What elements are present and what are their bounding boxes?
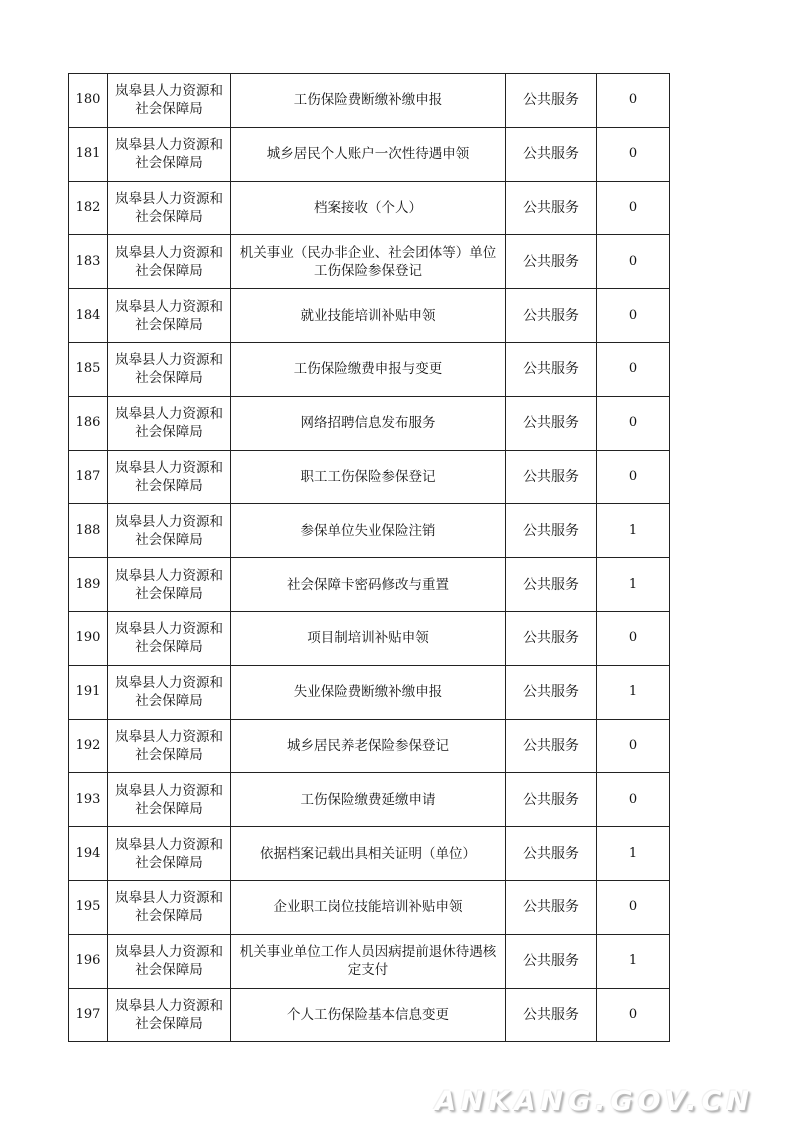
cell-service-type: 公共服务	[506, 665, 597, 719]
cell-service-item: 机关事业（民办非企业、社会团体等）单位工伤保险参保登记	[231, 235, 506, 289]
cell-service-item: 参保单位失业保险注销	[231, 504, 506, 558]
cell-service-item: 工伤保险缴费延缴申请	[231, 773, 506, 827]
cell-count: 0	[597, 342, 670, 396]
cell-department: 岚皋县人力资源和社会保障局	[108, 74, 231, 128]
cell-service-type: 公共服务	[506, 342, 597, 396]
cell-service-item: 城乡居民养老保险参保登记	[231, 719, 506, 773]
cell-department: 岚皋县人力资源和社会保障局	[108, 235, 231, 289]
cell-department: 岚皋县人力资源和社会保障局	[108, 558, 231, 612]
cell-department: 岚皋县人力资源和社会保障局	[108, 880, 231, 934]
table-row	[69, 827, 670, 881]
cell-service-item: 工伤保险缴费申报与变更	[231, 342, 506, 396]
cell-service-type: 公共服务	[506, 450, 597, 504]
cell-service-type: 公共服务	[506, 719, 597, 773]
service-table	[68, 73, 670, 1042]
cell-department: 岚皋县人力资源和社会保障局	[108, 342, 231, 396]
cell-count: 0	[597, 719, 670, 773]
cell-service-item: 档案接收（个人）	[231, 181, 506, 235]
cell-department: 岚皋县人力资源和社会保障局	[108, 450, 231, 504]
cell-number: 180	[69, 74, 108, 128]
cell-service-type: 公共服务	[506, 289, 597, 343]
table-row	[69, 396, 670, 450]
table-row	[69, 504, 670, 558]
cell-service-item: 城乡居民个人账户一次性待遇申领	[231, 127, 506, 181]
cell-service-item: 机关事业单位工作人员因病提前退休待遇核定支付	[231, 934, 506, 988]
table-row	[69, 719, 670, 773]
table-row	[69, 127, 670, 181]
cell-number: 181	[69, 127, 108, 181]
cell-count: 0	[597, 181, 670, 235]
table-row	[69, 611, 670, 665]
cell-service-item: 项目制培训补贴申领	[231, 611, 506, 665]
cell-number: 188	[69, 504, 108, 558]
cell-service-item: 职工工伤保险参保登记	[231, 450, 506, 504]
cell-department: 岚皋县人力资源和社会保障局	[108, 665, 231, 719]
cell-service-type: 公共服务	[506, 504, 597, 558]
cell-number: 186	[69, 396, 108, 450]
table-row	[69, 74, 670, 128]
cell-count: 1	[597, 504, 670, 558]
cell-count: 0	[597, 396, 670, 450]
cell-department: 岚皋县人力资源和社会保障局	[108, 181, 231, 235]
cell-count: 0	[597, 611, 670, 665]
cell-number: 196	[69, 934, 108, 988]
cell-number: 187	[69, 450, 108, 504]
cell-department: 岚皋县人力资源和社会保障局	[108, 773, 231, 827]
cell-count: 0	[597, 74, 670, 128]
table-row	[69, 181, 670, 235]
cell-service-type: 公共服务	[506, 181, 597, 235]
cell-count: 1	[597, 558, 670, 612]
cell-number: 189	[69, 558, 108, 612]
cell-service-type: 公共服务	[506, 611, 597, 665]
cell-service-type: 公共服务	[506, 558, 597, 612]
cell-number: 197	[69, 988, 108, 1042]
cell-department: 岚皋县人力资源和社会保障局	[108, 127, 231, 181]
cell-count: 0	[597, 450, 670, 504]
cell-number: 185	[69, 342, 108, 396]
cell-service-type: 公共服务	[506, 934, 597, 988]
cell-department: 岚皋县人力资源和社会保障局	[108, 934, 231, 988]
cell-number: 183	[69, 235, 108, 289]
cell-department: 岚皋县人力资源和社会保障局	[108, 719, 231, 773]
service-table-body	[69, 74, 670, 1042]
cell-count: 0	[597, 289, 670, 343]
table-row	[69, 450, 670, 504]
cell-service-type: 公共服务	[506, 773, 597, 827]
cell-service-item: 个人工伤保险基本信息变更	[231, 988, 506, 1042]
cell-service-type: 公共服务	[506, 396, 597, 450]
cell-service-item: 就业技能培训补贴申领	[231, 289, 506, 343]
table-row	[69, 773, 670, 827]
cell-department: 岚皋县人力资源和社会保障局	[108, 504, 231, 558]
cell-service-type: 公共服务	[506, 880, 597, 934]
table-row	[69, 342, 670, 396]
cell-service-type: 公共服务	[506, 827, 597, 881]
cell-number: 182	[69, 181, 108, 235]
cell-department: 岚皋县人力资源和社会保障局	[108, 988, 231, 1042]
table-row	[69, 558, 670, 612]
site-watermark: ANKANG.GOV.CN	[435, 1086, 754, 1117]
cell-number: 195	[69, 880, 108, 934]
cell-service-item: 企业职工岗位技能培训补贴申领	[231, 880, 506, 934]
cell-number: 193	[69, 773, 108, 827]
table-row	[69, 289, 670, 343]
cell-count: 1	[597, 934, 670, 988]
table-row	[69, 665, 670, 719]
cell-service-item: 社会保障卡密码修改与重置	[231, 558, 506, 612]
cell-service-type: 公共服务	[506, 235, 597, 289]
cell-count: 0	[597, 235, 670, 289]
cell-count: 1	[597, 665, 670, 719]
table-row	[69, 988, 670, 1042]
cell-service-item: 依据档案记载出具相关证明（单位）	[231, 827, 506, 881]
cell-count: 0	[597, 127, 670, 181]
cell-number: 191	[69, 665, 108, 719]
cell-count: 0	[597, 880, 670, 934]
table-row	[69, 934, 670, 988]
cell-department: 岚皋县人力资源和社会保障局	[108, 289, 231, 343]
cell-service-type: 公共服务	[506, 127, 597, 181]
cell-count: 0	[597, 988, 670, 1042]
cell-service-item: 网络招聘信息发布服务	[231, 396, 506, 450]
cell-service-type: 公共服务	[506, 988, 597, 1042]
cell-department: 岚皋县人力资源和社会保障局	[108, 611, 231, 665]
cell-service-item: 工伤保险费断缴补缴申报	[231, 74, 506, 128]
cell-department: 岚皋县人力资源和社会保障局	[108, 827, 231, 881]
cell-count: 0	[597, 773, 670, 827]
cell-number: 194	[69, 827, 108, 881]
cell-count: 1	[597, 827, 670, 881]
cell-number: 192	[69, 719, 108, 773]
cell-service-type: 公共服务	[506, 74, 597, 128]
table-row	[69, 235, 670, 289]
cell-number: 190	[69, 611, 108, 665]
cell-department: 岚皋县人力资源和社会保障局	[108, 396, 231, 450]
cell-service-item: 失业保险费断缴补缴申报	[231, 665, 506, 719]
cell-number: 184	[69, 289, 108, 343]
table-row	[69, 880, 670, 934]
